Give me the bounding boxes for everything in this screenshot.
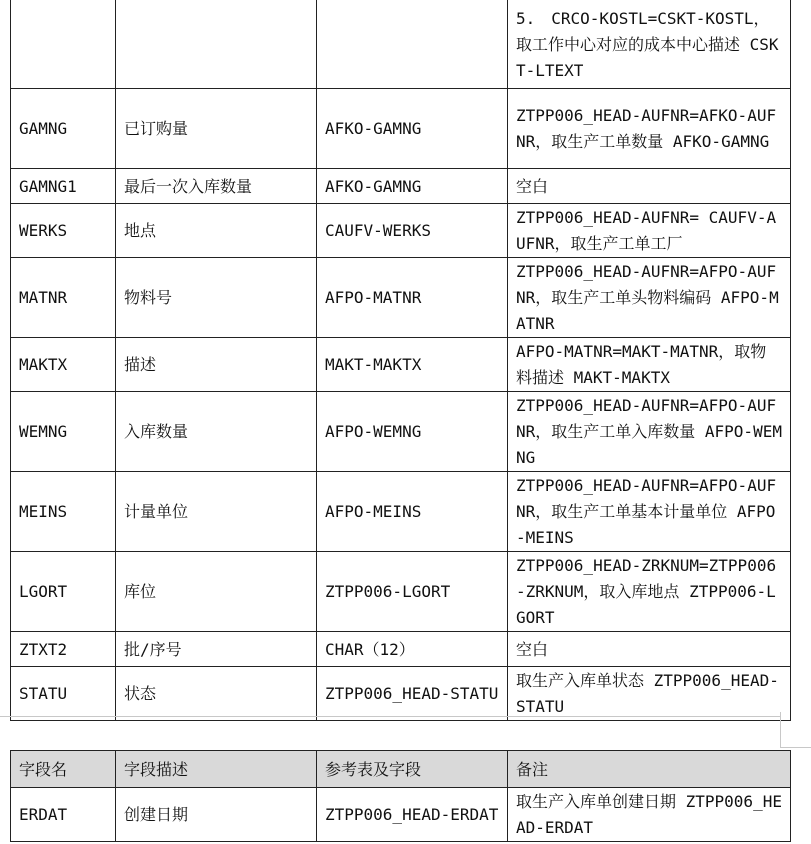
- remarks-cell: 5. CRCO-KOSTL=CSKT-KOSTL，取工作中心对应的成本中心描述 CSKT-LTEXT: [508, 0, 791, 89]
- remarks-cell: 空白: [508, 632, 791, 667]
- field-name-cell: [11, 0, 116, 89]
- remarks-cell: ZTPP006_HEAD-ZRKNUM=ZTPP006-ZRKNUM，取入库地点 ZTPP006-LGORT: [508, 552, 791, 632]
- field-name-cell: GAMNG: [11, 89, 116, 169]
- table-row: [11, 0, 791, 89]
- table-body: [11, 0, 791, 721]
- field-mapping-table-continued: [10, 0, 791, 721]
- page-break-line: [0, 716, 780, 717]
- table-row: [11, 392, 791, 472]
- field-mapping-table-new-page: [10, 750, 791, 842]
- field-name-cell: WEMNG: [11, 392, 116, 472]
- reference-field-cell: AFPO-MEINS: [317, 472, 508, 552]
- table-row: [11, 338, 791, 392]
- remarks-cell: ZTPP006_HEAD-AUFNR=AFPO-AUFNR，取生产工单入库数量 AFPO-WEMNG: [508, 392, 791, 472]
- field-description-cell: 地点: [116, 204, 317, 258]
- table-row: [11, 552, 791, 632]
- remarks-cell: ZTPP006_HEAD-AUFNR= CAUFV-AUFNR，取生产工单工厂: [508, 204, 791, 258]
- field-name-cell: WERKS: [11, 204, 116, 258]
- remarks-cell: ZTPP006_HEAD-AUFNR=AFPO-AUFNR，取生产工单头物料编码 AFPO-MATNR: [508, 258, 791, 338]
- field-name-cell: STATU: [11, 667, 116, 721]
- reference-field-cell: ZTPP006_HEAD-ERDAT: [317, 788, 508, 842]
- table-header: [11, 751, 791, 788]
- reference-field-cell: MAKT-MAKTX: [317, 338, 508, 392]
- header-field-description: 字段描述: [116, 751, 317, 788]
- field-name-cell: LGORT: [11, 552, 116, 632]
- reference-field-cell: AFPO-WEMNG: [317, 392, 508, 472]
- field-name-cell: ERDAT: [11, 788, 116, 842]
- reference-field-cell: AFPO-MATNR: [317, 258, 508, 338]
- header-remarks: 备注: [508, 751, 791, 788]
- field-description-cell: 状态: [116, 667, 317, 721]
- field-description-cell: 已订购量: [116, 89, 317, 169]
- reference-field-cell: ZTPP006_HEAD-STATU: [317, 667, 508, 721]
- field-description-cell: 描述: [116, 338, 317, 392]
- field-description-cell: 批/序号: [116, 632, 317, 667]
- header-reference-field: 参考表及字段: [317, 751, 508, 788]
- header-row: [11, 751, 791, 788]
- field-description-cell: 计量单位: [116, 472, 317, 552]
- table-row: [11, 472, 791, 552]
- table-row: [11, 258, 791, 338]
- field-name-cell: ZTXT2: [11, 632, 116, 667]
- reference-field-cell: [317, 0, 508, 89]
- page-corner-mark-vertical: [780, 712, 781, 748]
- field-name-cell: MEINS: [11, 472, 116, 552]
- table-body: [11, 788, 791, 842]
- table-row: [11, 788, 791, 842]
- field-description-cell: 最后一次入库数量: [116, 169, 317, 204]
- remarks-cell: 取生产入库单状态 ZTPP006_HEAD-STATU: [508, 667, 791, 721]
- table-row: [11, 632, 791, 667]
- reference-field-cell: CAUFV-WERKS: [317, 204, 508, 258]
- table-row: [11, 169, 791, 204]
- table-row: [11, 204, 791, 258]
- reference-field-cell: AFKO-GAMNG: [317, 169, 508, 204]
- page-corner-mark-horizontal: [780, 747, 811, 748]
- field-description-cell: 物料号: [116, 258, 317, 338]
- remarks-cell: 取生产入库单创建日期 ZTPP006_HEAD-ERDAT: [508, 788, 791, 842]
- field-description-cell: 库位: [116, 552, 317, 632]
- reference-field-cell: AFKO-GAMNG: [317, 89, 508, 169]
- field-name-cell: GAMNG1: [11, 169, 116, 204]
- remarks-cell: AFPO-MATNR=MAKT-MATNR，取物料描述 MAKT-MAKTX: [508, 338, 791, 392]
- field-name-cell: MATNR: [11, 258, 116, 338]
- field-description-cell: 创建日期: [116, 788, 317, 842]
- header-field-name: 字段名: [11, 751, 116, 788]
- reference-field-cell: CHAR（12）: [317, 632, 508, 667]
- field-description-cell: [116, 0, 317, 89]
- remarks-cell: ZTPP006_HEAD-AUFNR=AFPO-AUFNR，取生产工单基本计量单位 AFPO-MEINS: [508, 472, 791, 552]
- table-row: [11, 667, 791, 721]
- remarks-cell: ZTPP006_HEAD-AUFNR=AFKO-AUFNR，取生产工单数量 AFKO-GAMNG: [508, 89, 791, 169]
- reference-field-cell: ZTPP006-LGORT: [317, 552, 508, 632]
- remarks-cell: 空白: [508, 169, 791, 204]
- table-row: [11, 89, 791, 169]
- field-description-cell: 入库数量: [116, 392, 317, 472]
- field-name-cell: MAKTX: [11, 338, 116, 392]
